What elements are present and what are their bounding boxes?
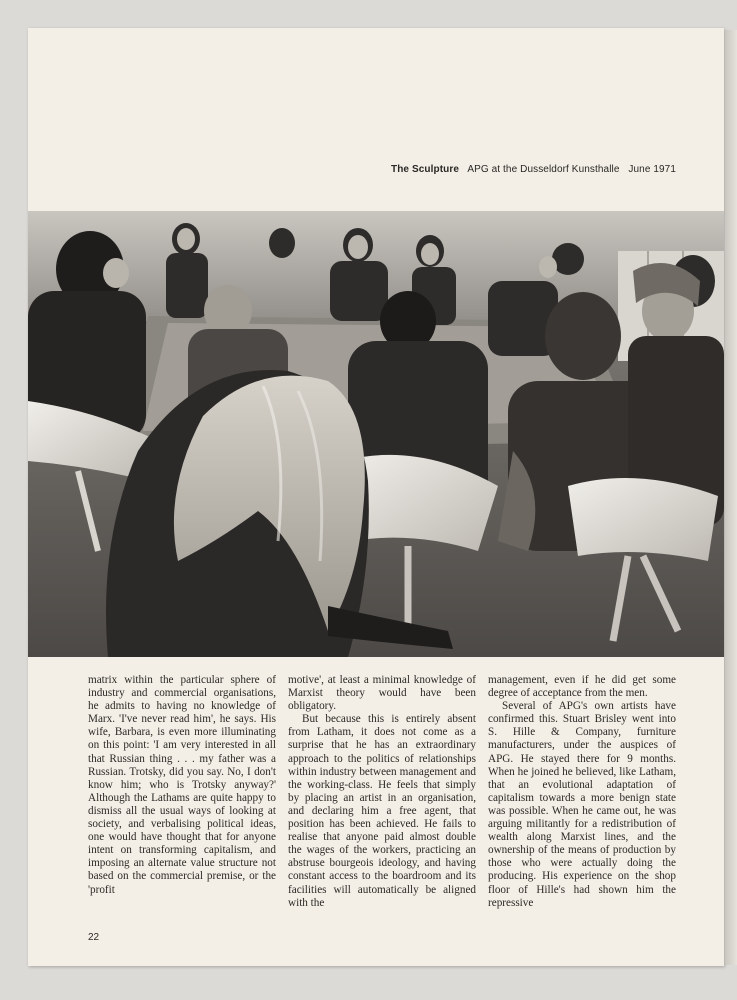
text-column-2 <box>288 674 476 910</box>
text-column-3 <box>488 674 676 910</box>
column-3-paragraph-1: management, even if he did get some degree of acceptance from the men. <box>488 674 676 700</box>
event-date: June 1971 <box>628 164 676 175</box>
event-title: APG at the Dusseldorf Kunsthalle <box>467 164 620 175</box>
running-head <box>28 164 676 175</box>
column-1-paragraph-1: matrix within the particular sphere of industry and commercial organisations, he admits to having no knowledge of Marx. 'I've never read him', he says. His wife, Barbara, is even more illuminating on this point: 'I am very interested in all that Russian thing . . . my father was a Russian. Trotsky, did you say. No, I don't know him; who is Trotsky anyway?' Although the Lathams are quite happy to dismiss all the usual ways of looking at society, and verbalising political ideas, one would have thought that for anyone intent on transforming capitalism, and imposing an alternate value structure not based on the commercial premise, or the 'profit <box>88 674 276 896</box>
text-column-1 <box>88 674 276 897</box>
page-number: 22 <box>88 932 100 943</box>
column-2-paragraph-2: But because this is entirely absent from Latham, it does not come as a surprise that he has an extraordinary approach to the politics of relationships within industry between management and the working-class. He feels that simply by placing an artist in an organisation, and declaring him a free agent, that position has been achieved. He fails to realise that anyone paid almost double the wages of the workers, practicing an abstruse bourgeois ideology, and having constant access to the boardroom and its facilities will automatically be aligned with the <box>288 713 476 909</box>
group-meeting-photo <box>28 211 724 657</box>
section-title: The Sculpture <box>391 164 459 175</box>
magazine-page <box>28 28 724 966</box>
column-2-paragraph-1: motive', at least a minimal knowledge of Marxist theory would have been obligatory. <box>288 674 476 713</box>
column-3-paragraph-2: Several of APG's own artists have confirmed this. Stuart Brisley went into S. Hille & Company, furniture manufacturers, under the auspices of APG. He stayed there for 9 months. When he joined he believed, like Latham, that an evolutional adaptation of capitalism towards a more benign state was possible. When he came out, he was arguing militantly for a redistribution of wealth along Marxist lines, and the ownership of the means of production by those who were actually doing the producing. His experience on the shop floor of Hille's had shown him the repressive <box>488 700 676 909</box>
adjacent-page-edge <box>725 30 737 965</box>
photo-illustration <box>28 211 724 657</box>
